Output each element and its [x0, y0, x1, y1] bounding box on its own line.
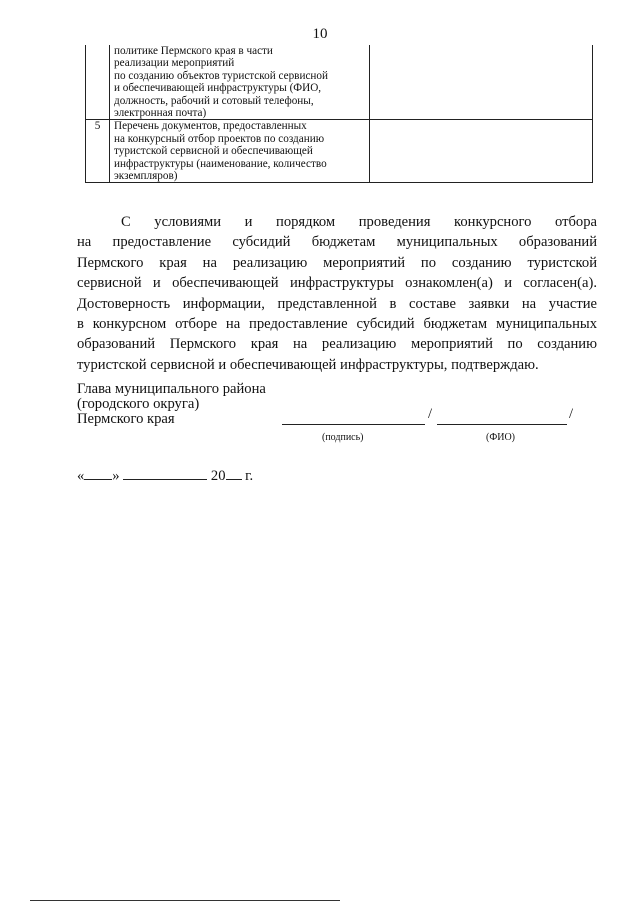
consent-statement — [77, 212, 597, 375]
row-text-line: по созданию объектов туристской сервисной — [114, 69, 328, 82]
statement-line: туристской сервисной и обеспечивающей инфраструктуры, подтверждаю. — [77, 356, 539, 373]
signer-line: Пермского края — [77, 411, 175, 427]
table-row-continued — [86, 45, 593, 120]
row-text-line: экземпляров) — [114, 170, 178, 183]
statement-line: в конкурсном отборе на предоставление субсидий бюджетам муниципальных — [77, 315, 597, 332]
statement-line: Достоверность информации, представленной в составе заявки на участие — [77, 295, 597, 312]
close-quote: » — [112, 468, 120, 484]
row-text-line: должность, рабочий и сотовый телефоны, — [114, 94, 314, 107]
row-description-cell — [110, 120, 370, 183]
statement-line: образований Пермского края на реализацию мероприятий по созданию — [77, 336, 597, 353]
statement-line: на предоставление субсидий бюджетам муниципальных образований — [77, 234, 597, 251]
bottom-divider — [30, 900, 340, 901]
table-row-5 — [86, 120, 593, 183]
signer-title — [77, 382, 266, 427]
separator-slash: / — [569, 406, 574, 422]
year-prefix: 20 — [210, 468, 226, 484]
statement-line: Пермского края на реализацию мероприятий по созданию туристской — [77, 254, 597, 271]
day-field[interactable] — [84, 466, 112, 480]
statement-line: С условиями и порядком проведения конкурсного отбора — [121, 214, 597, 230]
page-number: 10 — [312, 26, 328, 42]
row-value-cell[interactable] — [370, 45, 593, 120]
year-suffix: г. — [245, 468, 254, 484]
signer-line: Глава муниципального района — [77, 381, 266, 397]
row-text-line: реализации мероприятий — [114, 57, 235, 70]
row-text-line: электронная почта) — [114, 107, 207, 120]
signature-caption: (подпись) — [322, 432, 364, 443]
row-number-cell: 5 — [86, 120, 110, 183]
row-text-line: и обеспечивающей инфраструктуры (ФИО, — [114, 82, 322, 95]
row-text-line: туристской сервисной и обеспечивающей — [114, 145, 313, 158]
signature-field[interactable] — [282, 407, 425, 425]
name-caption: (ФИО) — [486, 432, 516, 443]
row-text-line: на конкурсный отбор проектов по созданию — [114, 132, 325, 145]
row-text-line: инфраструктуры (наименование, количество — [114, 157, 327, 170]
year-field[interactable] — [226, 466, 242, 480]
date-line — [77, 466, 253, 484]
separator-slash: / — [428, 406, 433, 422]
month-field[interactable] — [123, 466, 207, 480]
name-field[interactable] — [437, 407, 567, 425]
row-description-cell — [110, 45, 370, 120]
statement-line: сервисной и обеспечивающей инфраструктуры ознакомлен(а) и согласен(а). — [77, 275, 597, 292]
signer-line: (городского округа) — [77, 396, 200, 412]
row-value-cell[interactable] — [370, 120, 593, 183]
row-text-line: политике Пермского края в части — [114, 45, 273, 57]
application-table — [85, 45, 593, 183]
row-text-line: Перечень документов, предоставленных — [114, 120, 307, 133]
row-number-cell — [86, 45, 110, 120]
open-quote: « — [77, 468, 85, 484]
